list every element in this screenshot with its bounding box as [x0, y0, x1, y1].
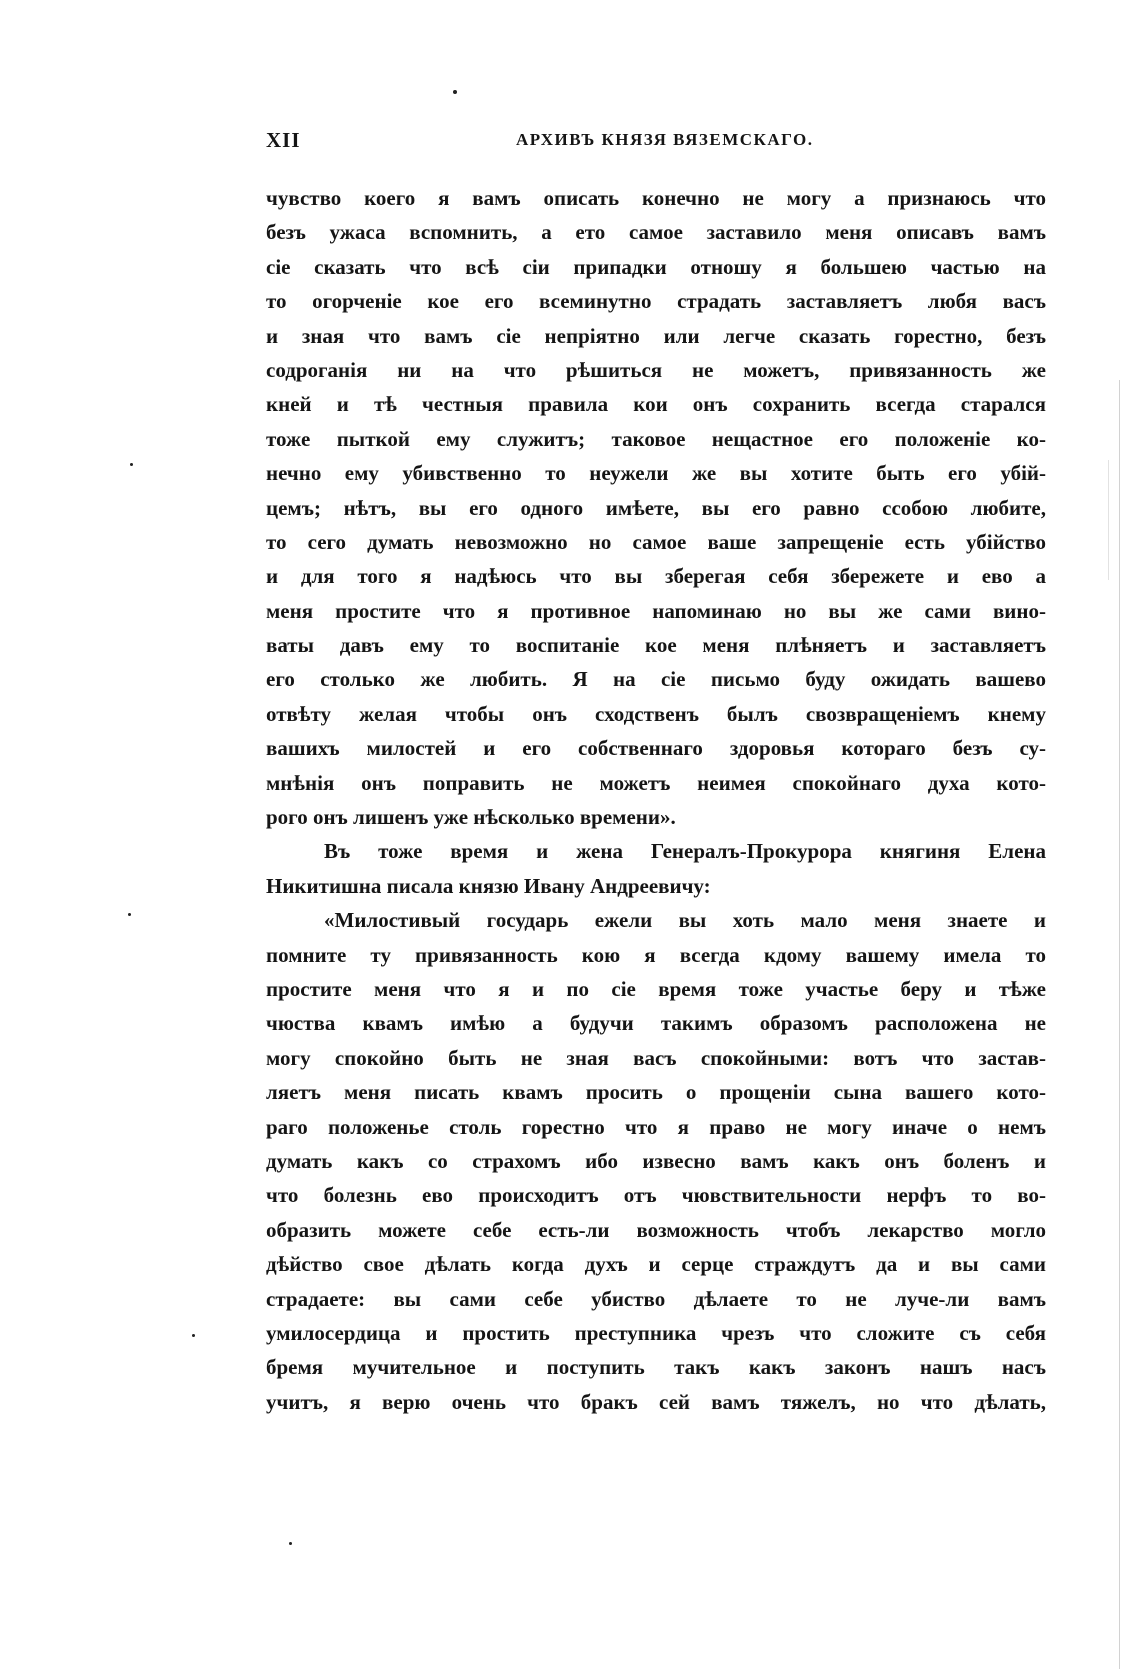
text-line: то огорченіе кое его всеминутно страдать заставляетъ любя васъ — [266, 289, 1046, 314]
text-line: тоже пыткой ему служитъ; таковое нещастное его положеніе ко- — [266, 426, 1046, 451]
text-line: мнѣнія онъ поправить не можетъ неимея спокойнаго духа кото- — [266, 770, 1046, 795]
print-speck — [289, 1542, 292, 1545]
print-speck — [453, 90, 457, 94]
page-edge-line — [1119, 380, 1120, 1669]
page-number: XII — [266, 128, 301, 152]
text-line: сіе сказать что всѣ сіи припадки отношу я большею частью на — [266, 254, 1046, 279]
text-line: рого онъ лишенъ уже нѣсколько времени». — [266, 805, 676, 830]
text-line: цемъ; нѣтъ, вы его одного имѣете, вы его равно ссобою любите, — [266, 495, 1046, 520]
text-line: учитъ, я верю очень что бракъ сей вамъ тяжелъ, но что дѣлать, — [266, 1389, 1046, 1414]
running-title: АРХИВЪ КНЯЗЯ ВЯЗЕМСКАГО. — [516, 130, 814, 149]
text-line: ляетъ меня писать квамъ просить о прощеніи сына вашего кото- — [266, 1080, 1046, 1105]
text-line: то сего думать невозможно но самое ваше запрещеніе есть убійство — [266, 529, 1046, 554]
text-line: помните ту привязанность кою я всегда кдому вашему имела то — [266, 942, 1046, 967]
text-line: простите меня что я и по сіе время тоже участье беру и тѣже — [266, 976, 1046, 1001]
text-line: вашихъ милостей и его собственнаго здоровья котораго безъ су- — [266, 736, 1046, 761]
body-text — [266, 181, 1046, 1419]
text-line: раго положенье столь горестно что я право не могу иначе о немъ — [266, 1114, 1046, 1139]
text-line: дѣйство свое дѣлать когда духъ и серце страждутъ да и вы сами — [266, 1252, 1046, 1277]
text-line: умилосердица и простить преступника чрезъ что сложите съ себя — [266, 1320, 1046, 1345]
text-line: страдаете: вы сами себе убиство дѣлаете то не луче-ли вамъ — [266, 1286, 1046, 1311]
text-line: содроганія ни на что рѣшиться не можетъ, привязанность же — [266, 357, 1046, 382]
text-line: Никитишна писала князю Ивану Андреевичу: — [266, 873, 711, 898]
page-edge-line — [1108, 460, 1109, 580]
text-line: бремя мучительное и поступить такъ какъ законъ нашъ насъ — [266, 1355, 1046, 1380]
text-line: что болезнь ево происходитъ отъ чювствительности нерфъ то во- — [266, 1183, 1046, 1208]
running-header — [266, 128, 1046, 158]
text-line: и для того я надѣюсь что вы зберегая себя збережете и ево а — [266, 564, 1046, 589]
text-line: чувство коего я вамъ описать конечно не могу а признаюсь что — [266, 186, 1046, 210]
text-line: могу спокойно быть не зная васъ спокойными: вотъ что застав- — [266, 1045, 1046, 1070]
print-speck — [130, 463, 133, 466]
paragraph-first-line: «Милостивый государь ежели вы хоть мало меня знаете и — [324, 908, 1046, 933]
text-line: нечно ему убивственно то неужели же вы хотите быть его убій- — [266, 461, 1046, 486]
text-line: образить можете себе есть-ли возможность чтобъ лекарство могло — [266, 1217, 1046, 1242]
text-line: думать какъ со страхомъ ибо извесно вамъ какъ онъ боленъ и — [266, 1148, 1046, 1173]
text-line: чюства квамъ имѣю а будучи такимъ образомъ расположена не — [266, 1011, 1046, 1036]
print-speck — [128, 913, 131, 916]
text-line: ваты давъ ему то воспитаніе кое меня плѣняетъ и заставляетъ — [266, 633, 1046, 658]
paragraph-first-line: Въ тоже время и жена Генералъ-Прокурора княгиня Елена — [324, 839, 1046, 864]
text-line: безъ ужаса вспомнить, а ето самое заставило меня описавъ вамъ — [266, 220, 1046, 245]
text-line: его столько же любить. Я на сіе письмо буду ожидать вашево — [266, 667, 1046, 692]
text-line: отвѣту желая чтобы онъ сходственъ былъ свозвращеніемъ кнему — [266, 701, 1046, 726]
text-line: кней и тѣ честныя правила кои онъ сохранить всегда старался — [266, 392, 1046, 417]
print-speck — [192, 1334, 195, 1337]
text-line: и зная что вамъ сіе непріятно или легче сказать горестно, безъ — [266, 323, 1046, 348]
text-line: меня простите что я противное напоминаю но вы же сами вино- — [266, 598, 1046, 623]
